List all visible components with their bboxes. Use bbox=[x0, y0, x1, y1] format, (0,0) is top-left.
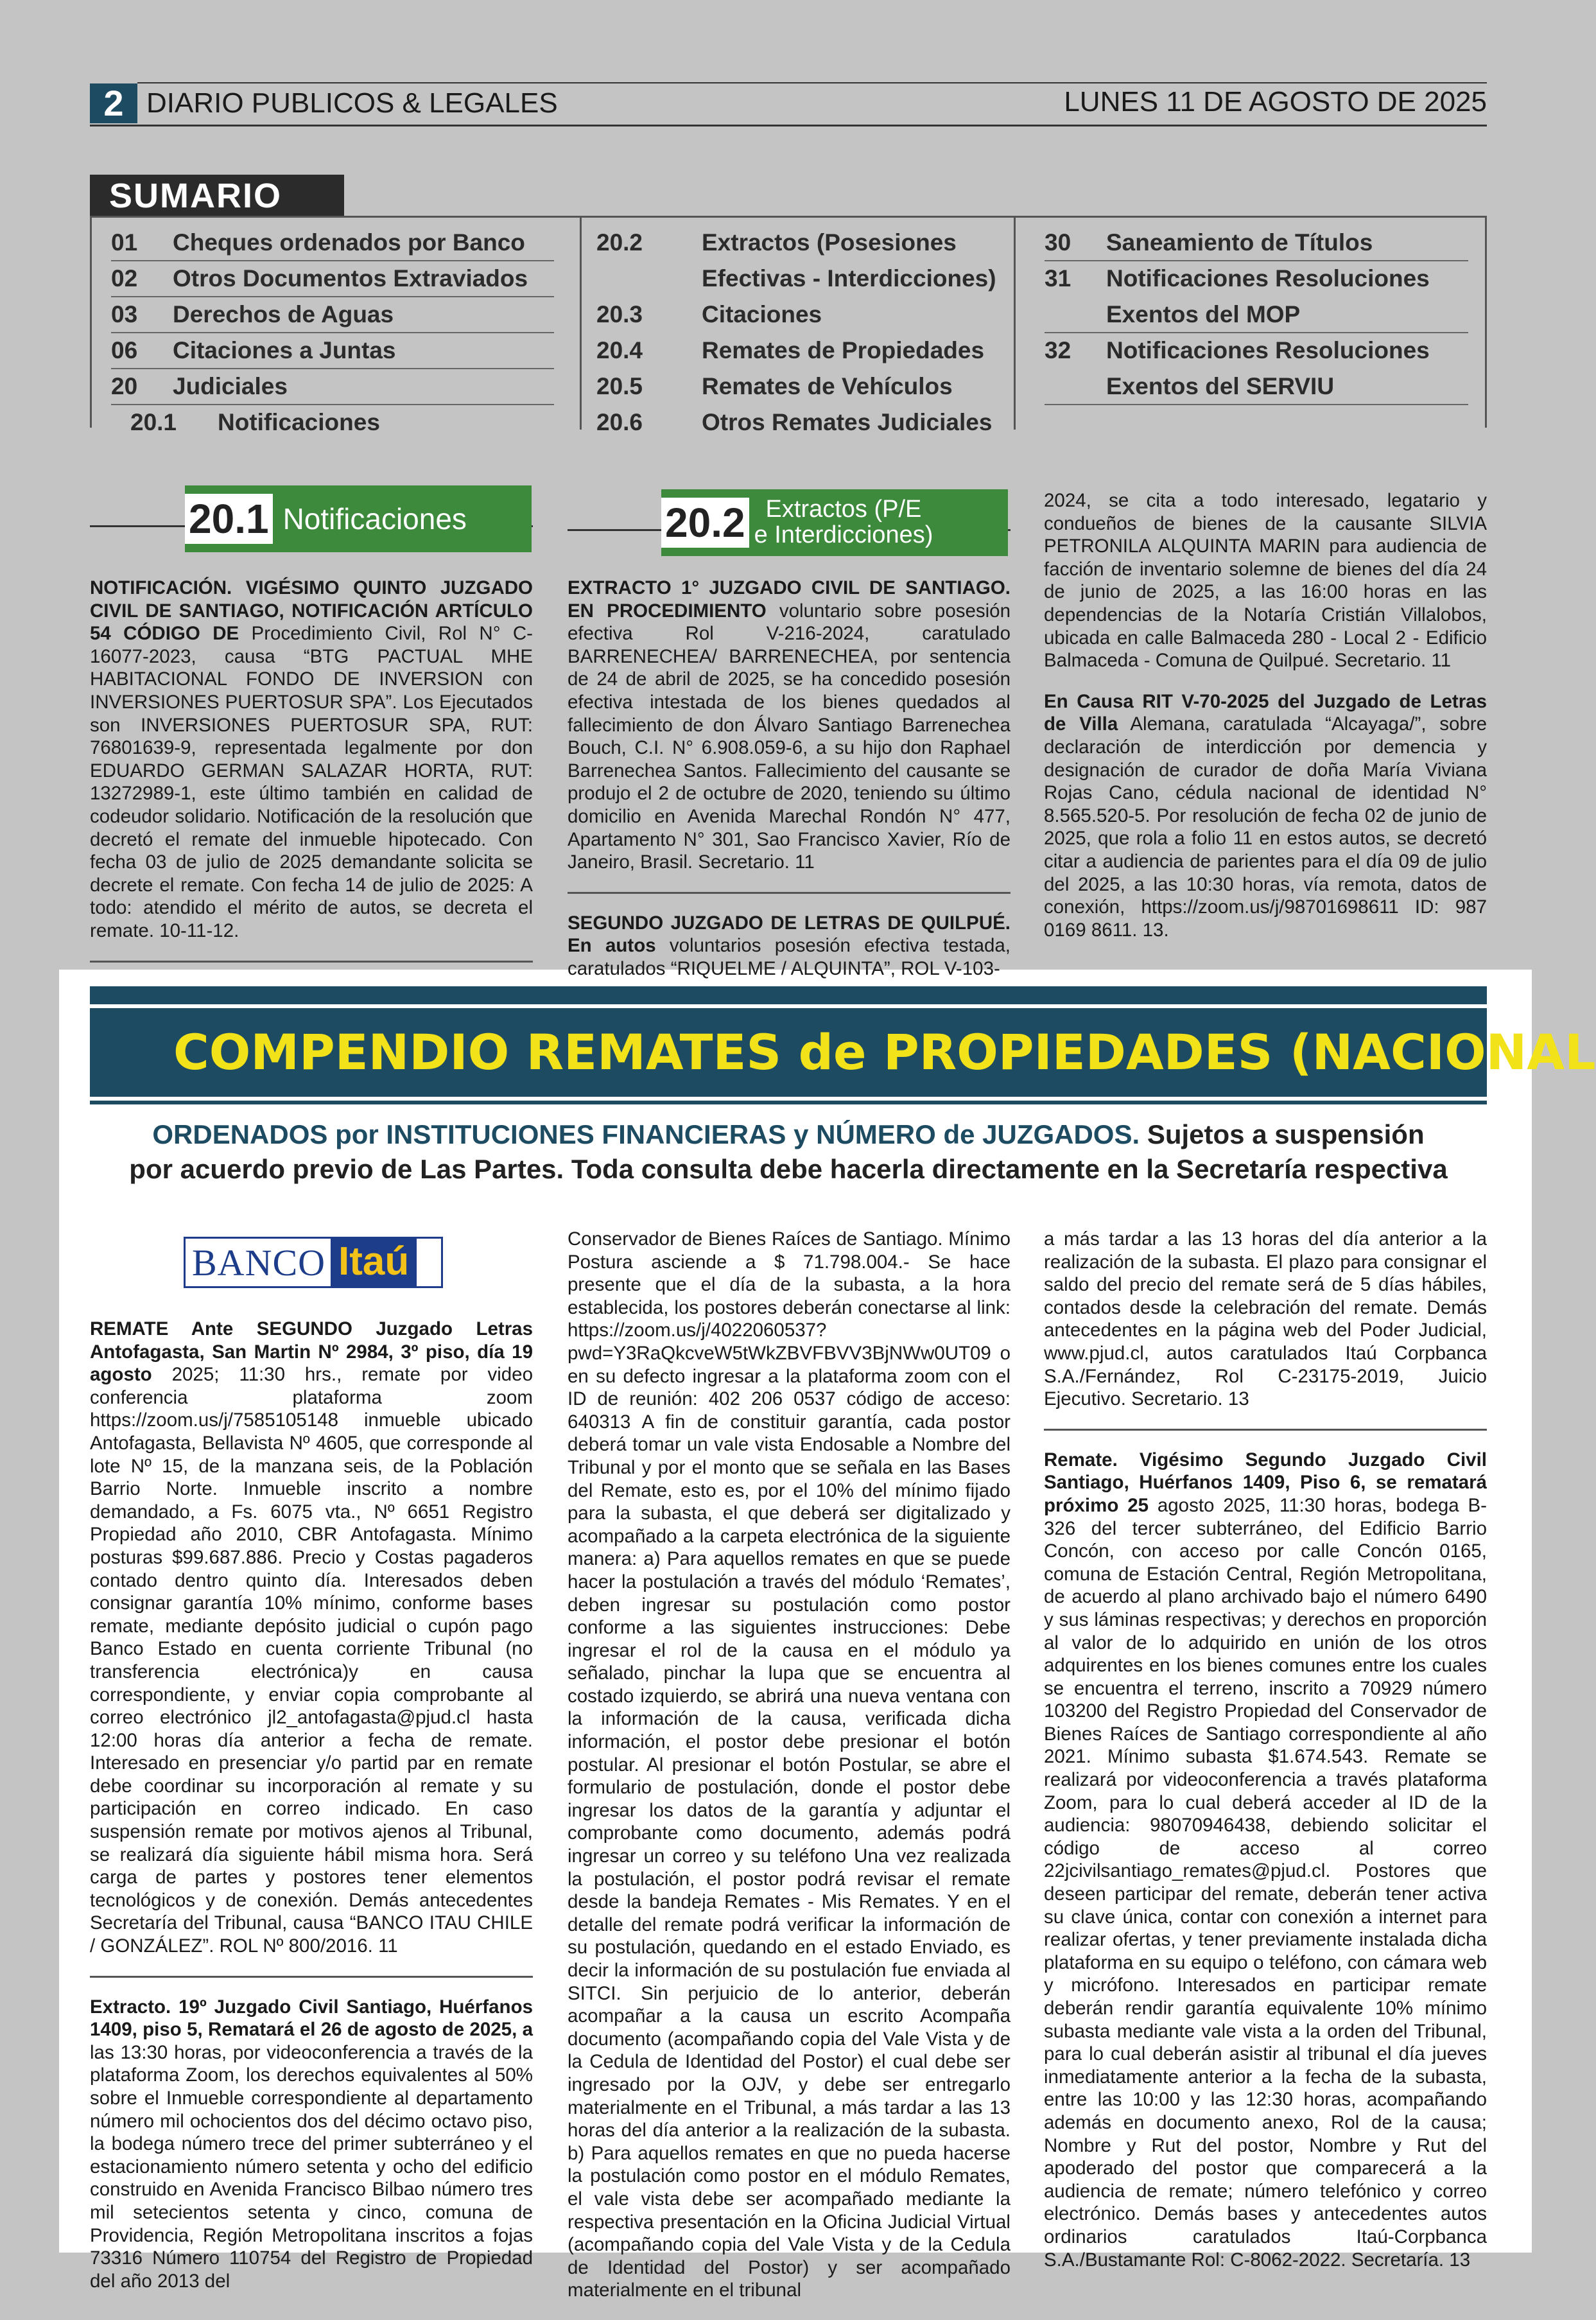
remates-column-2 bbox=[568, 1228, 1011, 2320]
sumario-column-1 bbox=[111, 225, 554, 441]
sumario-item[interactable]: 20.4 Remates de Propiedades bbox=[596, 337, 985, 363]
section-header-notificaciones bbox=[90, 485, 533, 552]
page-number: 2 bbox=[90, 83, 137, 123]
sumario-column-2 bbox=[596, 225, 1027, 441]
compendio-banner: COMPENDIO REMATES de PROPIEDADES (NACIONAL bbox=[90, 1008, 1487, 1097]
sumario-item[interactable]: 01 Cheques ordenados por Banco bbox=[111, 225, 554, 261]
sumario-box bbox=[90, 216, 1487, 435]
sumario-item[interactable]: 32 Notificaciones Resoluciones bbox=[1045, 337, 1430, 363]
remates-column-1 bbox=[90, 1318, 533, 2310]
section-number: 20.2 bbox=[661, 498, 749, 548]
sumario-item[interactable]: 30 Saneamiento de Títulos bbox=[1045, 225, 1468, 261]
section-badge bbox=[185, 485, 532, 552]
notice: a más tardar a las 13 horas del día anterior a la realización de la subasta. El plazo para consignar el saldo del precio del remate será de 5 días hábiles, contados desde la celebración del remate. Demás antecedentes en la página web del Poder Judicial, www.pjud.cl, autos caratulados Itaú Corpbanca S.A./Fernández, Rol C-23175-2019, Juicio Ejecutivo. Secretario. 13 bbox=[1044, 1228, 1487, 1410]
section-header-extractos bbox=[568, 489, 1011, 556]
notice: Remate. Vigésimo Segundo Juzgado Civil Santiago, Huérfanos 1409, Piso 6, se rematará próximo 25 agosto 2025, 11:30 horas, bodega B-326 del tercer subterráneo, del Edificio Barrio Concón, con acceso por calle Concón 0165, comuna de Estación Central, Región Metropolitana, de acuerdo al plano archivado bajo el número 6490 y sus láminas respectivas; y derechos en proporción al valor de lo adquirido en unión de los otros adquirentes en los bienes comunes entre los cuales se encuentra el terreno, inscrito a 70929 número 103200 del Registro Propiedad del Conservador de Bienes Raíces de Santiago correspondiente al año 2021. Mínimo subasta $1.674.543. Remate se realizará por videoconferencia a través plataforma Zoom, para lo cual deberá acceder al ID de la audiencia: 98070946438, debiendo solicitar el código de acceso al correo 22jcivilsantiago_remates@pjud.cl. Postores que deseen participar del remate, deberán tener activa su clave única, contar con conexión a internet para realizar ofertas, y tener previamente instalada dicha plataforma en su equipo o teléfono, con cámara web y micrófono. Interesados en participar remate deberán rendir garantía equivalente 10% mínimo subasta mediante vale vista a la orden del Tribunal, para lo cual deberán asistir al tribunal el día jueves inmediatamente anterior a la fecha de la subasta, entre las 10:00 y las 12:30 horas, acompañando además en documento anexo, Rol de la causa; Nombre y Rut del postor, Nombre y Rut del apoderado del postor que comparecerá a la audiencia de remate; número telefónico y correo electrónico. Demás bases y antecedentes autos ordinarios caratulados Itaú-Corpbanca S.A./Bustamante Rol: C-8062-2022. Secretaría. 13 bbox=[1044, 1449, 1487, 2271]
notice: Extracto. 19º Juzgado Civil Santiago, Huérfanos 1409, piso 5, Rematará el 26 de agosto de 2025, a las 13:30 horas, por videoconferencia a través de la plataforma Zoom, los derechos equivalentes al 50% sobre el Inmueble correspondiente al departamento número mil ochocientos dos del décimo octavo piso, la bodega número trece del primer subterráneo y el estacionamiento número setenta y ocho del edificio construido en Avenida Francisco Bilbao número tres mil setecientos setenta y cinco, comuna de Providencia, Región Metropolitana inscritos a fojas 73316 Número 110754 del Registro de Propiedad del año 2013 del bbox=[90, 1996, 533, 2292]
sumario-item[interactable]: 02 Otros Documentos Extraviados bbox=[111, 261, 554, 297]
notice: NOTIFICACIÓN. VIGÉSIMO QUINTO JUZGADO CIVIL DE SANTIAGO, NOTIFICACIÓN ARTÍCULO 54 CÓDIGO DE Procedimiento Civil, Rol N° C-16077-2023, causa “BTG PACTUAL MHE HABITACIONAL FONDO DE INVERSION con INVERSIONES PUERTOSUR SPA”. Los Ejecutados son INVERSIONES PUERTOSUR SPA, RUT: 76801639-9, representada legalmente por don EDUARDO GERMAN SALAZAR HORTA, RUT: 13272989-1, este último también en calidad de codeudor solidario. Notificación de la resolución que decretó el remate del inmueble hipotecado. Con fecha 03 de julio de 2025 demandante solicita se decrete el remate. Con fecha 14 de julio de 2025: A todo: atendido el mérito de autos, se decreta el remate. 10-11-12. bbox=[90, 577, 533, 941]
banner-underline bbox=[90, 1101, 1487, 1104]
sumario-divider bbox=[580, 218, 582, 430]
sumario-item[interactable]: 20.5 Remates de Vehículos bbox=[596, 373, 953, 399]
banner-top-bar bbox=[90, 986, 1487, 1004]
notices-column-2 bbox=[568, 577, 1011, 999]
notice: En Causa RIT V-70-2025 del Juzgado de Letras de Villa Alemana, caratulada “Alcayaga/”, sobre declaración de interdicción por demencia y designación de curador de doña María Viviana Rojas Cano, cédula nacional de identidad N° 8.565.520-5. Por resolución de fecha 02 de junio de 2025, que rola a folio 11 en estos autos, se decretó citar a audiencia de parientes para el día 09 de julio del 2025, a las 10:30 horas, vía remota, datos de conexión, https://zoom.us/j/98701698611 ID: 987 0169 8611. 13. bbox=[1044, 690, 1487, 941]
remates-column-3 bbox=[1044, 1228, 1487, 2289]
column-rule bbox=[90, 961, 533, 963]
section-badge bbox=[661, 489, 1008, 556]
section-title: Extractos (P/E e Interdicciones) bbox=[754, 496, 933, 548]
sumario-item[interactable]: 20.1 Notificaciones bbox=[130, 409, 380, 435]
sumario-item[interactable]: Exentos del MOP bbox=[1045, 297, 1468, 333]
sumario-item[interactable]: Efectivas - Interdicciones) bbox=[702, 265, 996, 292]
paper-title: DIARIO PUBLICOS & LEGALES bbox=[146, 87, 558, 119]
notice: EXTRACTO 1° JUZGADO CIVIL DE SANTIAGO. EN PROCEDIMIENTO voluntario sobre posesión efectiva Rol V-216-2024, caratulado BARRENECHEA/ BARRENECHEA, por sentencia de 24 de abril de 2025, se ha concedido posesión efectiva intestada de los bienes quedados al fallecimiento de don Álvaro Santiago Barrenechea Bouch, C.I. N° 6.908.059-6, a su hijo don Raphael Barrenechea Santos. Fallecimiento del causante se produjo el 2 de octubre de 2020, teniendo su último domicilio en Avenida Marechal Rondón N° 477, Apartamento N° 301, Sao Francisco Xavier, Río de Janeiro, Brasil. Secretario. 11 bbox=[568, 577, 1011, 873]
notice: REMATE Ante SEGUNDO Juzgado Letras Antofagasta, San Martin Nº 2984, 3º piso, día 19 agosto 2025; 11:30 hrs., remate por video conferencia plataforma zoom https://zoom.us/j/7585105148 inmueble ubicado Antofagasta, Bellavista Nº 4605, que corresponde al lote Nº 15, de la manzana seis, de la Población Barrio Norte. Inmueble inscrito a nombre demandado, a Fs. 6075 vta., Nº 6651 Registro Propiedad año 2010, CBR Antofagasta. Mínimo posturas $99.687.886. Precio y Costas pagaderos contado dentro quinto día. Interesados deben consignar garantía 10% mínimo, conforme bases remate, mediante depósito judicial o cupón pago Banco Estado en cuenta corriente Tribunal (no transferencia electrónica)y en causa correspondiente, y enviar copia comprobante al correo electrónico jl2_antofagasta@pjud.cl hasta 12:00 horas día anterior a fecha de remate. Interesado en presenciar y/o partid par en remate debe coordinar su incorporación al remate y su participación en correo indicado. En caso suspensión remate por motivos ajenos al Tribunal, se realizará día siguiente hábil misma hora. Será carga de partes y postores tener elementos tecnológicos y de conexión. Demás antecedentes Secretaría del Tribunal, causa “BANCO ITAU CHILE / GONZÁLEZ”. ROL Nº 800/2016. 11 bbox=[90, 1318, 533, 1957]
notices-column-3 bbox=[1044, 489, 1487, 959]
sumario-item[interactable]: 20.3 Citaciones bbox=[596, 301, 822, 327]
banco-itau-logo: BANCO Itaú bbox=[184, 1237, 443, 1288]
sumario-item[interactable]: 20 Judiciales bbox=[111, 369, 554, 405]
sumario-item[interactable]: 06 Citaciones a Juntas bbox=[111, 333, 554, 369]
sumario-item[interactable]: 31 Notificaciones Resoluciones bbox=[1045, 265, 1430, 292]
section-number: 20.1 bbox=[185, 494, 273, 544]
column-rule bbox=[568, 892, 1011, 894]
sumario-item[interactable]: 20.2 Extractos (Posesiones bbox=[596, 229, 957, 256]
issue-date: LUNES 11 DE AGOSTO DE 2025 bbox=[1064, 86, 1487, 118]
notice: SEGUNDO JUZGADO DE LETRAS DE QUILPUÉ. En autos voluntarios posesión efectiva testada, caratulados “RIQUELME / ALQUINTA”, ROL V-103- bbox=[568, 912, 1011, 979]
header-rule bbox=[90, 125, 1487, 126]
sumario-item[interactable]: 20.6 Otros Remates Judiciales bbox=[596, 409, 993, 435]
notice: 2024, se cita a todo interesado, legatario y condueños de bienes de la causante SILVIA PETRONILA ALQUINTA MARIN para audiencia de facción de inventario solemne de bienes del día 24 de junio de 2025, a las 16:00 horas en las dependencias de la Notaría Cristián Villalobos, ubicada en calle Balmaceda 280 - Local 2 - Edificio Balmaceda - Comuna de Quilpué. Secretario. 11 bbox=[1044, 490, 1487, 672]
notice: Conservador de Bienes Raíces de Santiago. Mínimo Postura asciende a $ 71.798.004.- Se hace presente que el día de la subasta, a la hora establecida, los postores deberán conectarse al link: https://zoom.us/j/4022060537?pwd=Y3RaQkcveW5tWkZBVFBVV3BjNWw0UT09 o en su defecto ingresar a la plataforma zoom con el ID de reunión: 402 206 0537 código de acceso: 640313 A fin de constituir garantía, cada postor deberá tomar un vale vista Endosable a Nombre del Tribunal y por el monto que se señala en las Bases del Remate, esto es, por el 10% del mínimo fijado para la subasta, el que deberá ser digitalizado y acompañado a la carpeta electrónica de la siguiente manera: a) Para aquellos remates en que se puede hacer la postulación a través del módulo ‘Remates’, deben ingresar su postulación como postor conforme a las siguientes instrucciones: Debe ingresar el rol de la causa en el módulo ya señalado, pinchar la lupa que se encuentra al costado izquierdo, se abrirá una nueva ventana con la información de la causa, verificada dicha información, el postor debe presionar el botón postular. Al presionar el botón Postular, se abre el formulario de postulación, donde el postor debe ingresar los datos de la garantía y adjuntar el comprobante como documento, además podrá ingresar un correo y su teléfono Una vez realizada la postulación, el postor podrá revisar el remate desde la bandeja Remates - Mis Remates. Y en el detalle del remate podrá verificar la información de su postulación, quedando en el estado Enviado, es decir la información de su postulación fue enviada al SITCI. Sin perjuicio de lo anterior, deberán acompañar a la causa un escrito Acompaña documento (acompañando copia del Vale Vista y de la Cedula de Identidad del Postor) el cual debe ser ingresado por la OJV, y debe ser entregarlo materialmente en el Tribunal, a más tardar a las 13 horas del día anterior a la realización de la subasta. b) Para aquellos remates en que no pueda hacerse la postulación como postor en el módulo Remates, el vale vista debe ser acompañado mediante la respectiva presentación en la Oficina Judicial Virtual (acompañando copia del Vale Vista y de la Cedula de Identidad del Postor) y ser acompañado materialmente en el tribunal bbox=[568, 1228, 1011, 2301]
section-title: Notificaciones bbox=[282, 502, 467, 536]
sumario-column-3 bbox=[1045, 225, 1468, 405]
column-rule bbox=[1044, 1429, 1487, 1431]
header-top-rule bbox=[137, 82, 1487, 83]
compendio-subheading: ORDENADOS por INSTITUCIONES FINANCIERAS y NÚMERO de JUZGADOS. Sujetos a suspensión por acuerdo previo de Las Partes. Toda consulta debe hacerla directamente en la Secretaría respectiva bbox=[129, 1119, 1448, 1184]
sumario-item[interactable]: 03 Derechos de Aguas bbox=[111, 297, 554, 333]
sumario-heading: SUMARIO bbox=[90, 175, 344, 216]
notices-column-1 bbox=[90, 577, 533, 981]
sumario-item[interactable]: Exentos del SERVIU bbox=[1045, 369, 1468, 405]
column-rule bbox=[90, 1976, 533, 1978]
